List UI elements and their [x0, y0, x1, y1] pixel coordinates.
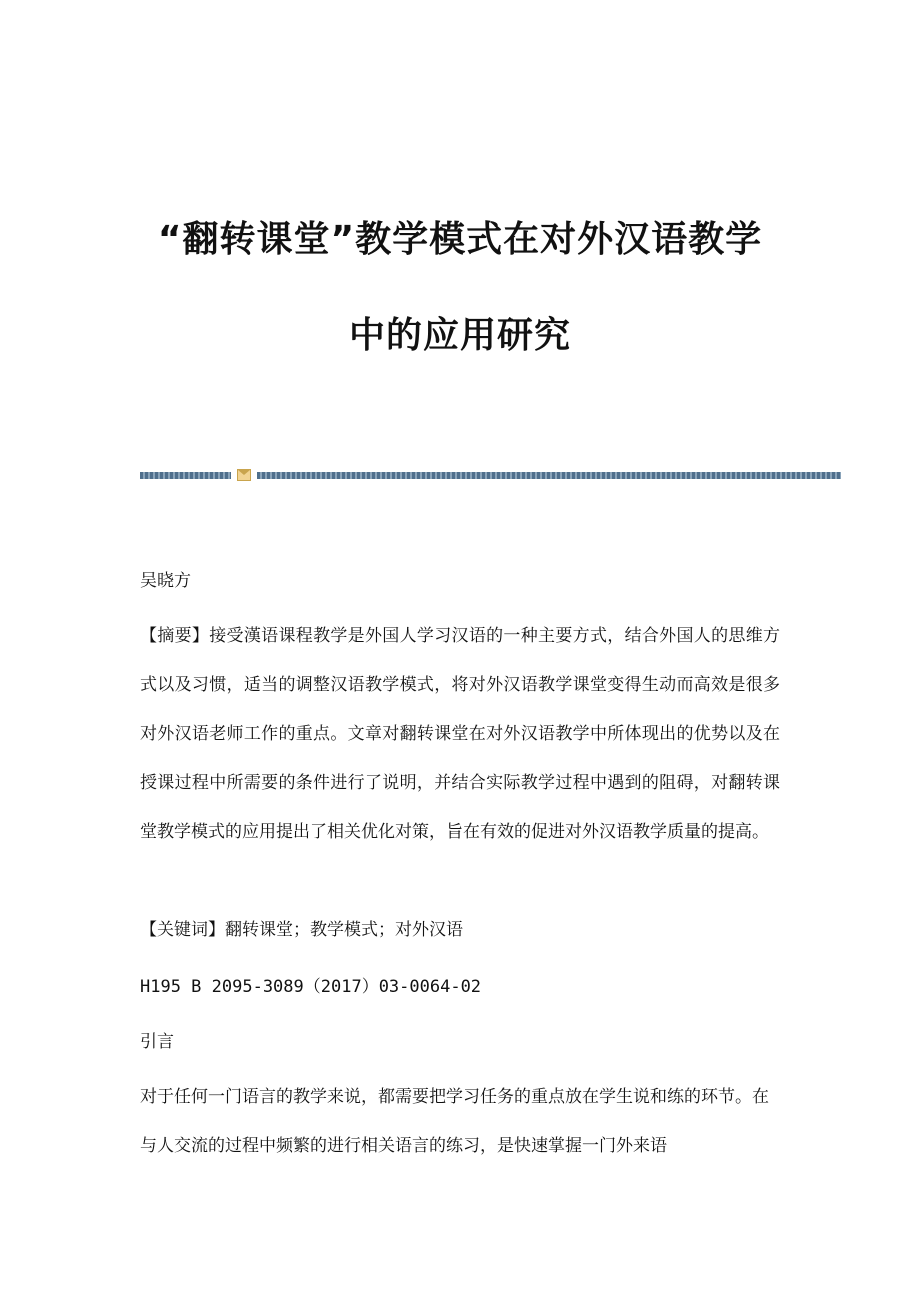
keywords [140, 906, 780, 955]
classification-number: H195 B 2095-3089（2017）03-0064-02 [140, 977, 482, 997]
intro-heading: 引言 [140, 1032, 174, 1052]
intro-paragraph: 对于任何一门语言的教学来说，都需要把学习任务的重点放在学生说和练的环节。在与人交流的过程中频繁的进行相关语言的练习，是快速掌握一门外来语 [140, 1087, 769, 1156]
abstract-label: 【摘要】 [140, 626, 210, 646]
author-name: 吴晓方 [140, 571, 191, 591]
title-line-1: “翻转课堂”教学模式在对外汉语教学 [157, 219, 763, 260]
abstract-text: 接受漢语课程教学是外国人学习汉语的一种主要方式，结合外国人的思维方式以及习惯，适当的调整汉语教学模式，将对外汉语教学课堂变得生动而高效是很多对外汉语老师工作的重点。文章对翻转课堂在对外汉语教学中所体现出的优势以及在授课过程中所需要的条件进行了说明，并结合实际教学过程中遇到的阻碍，对翻转课堂教学模式的应用提出了相关优化对策，旨在有效的促进对外汉语教学质量的提高。 [140, 626, 781, 842]
title-line-2: 中的应用研究 [348, 315, 571, 356]
divider-bar-right [257, 472, 841, 479]
keywords-text: 翻转课堂；教学模式；对外汉语 [225, 920, 463, 940]
abstract [140, 612, 780, 857]
section-divider [140, 469, 841, 481]
keywords-label: 【关键词】 [140, 920, 225, 940]
envelope-icon [237, 469, 251, 481]
divider-bar-left [140, 472, 231, 479]
